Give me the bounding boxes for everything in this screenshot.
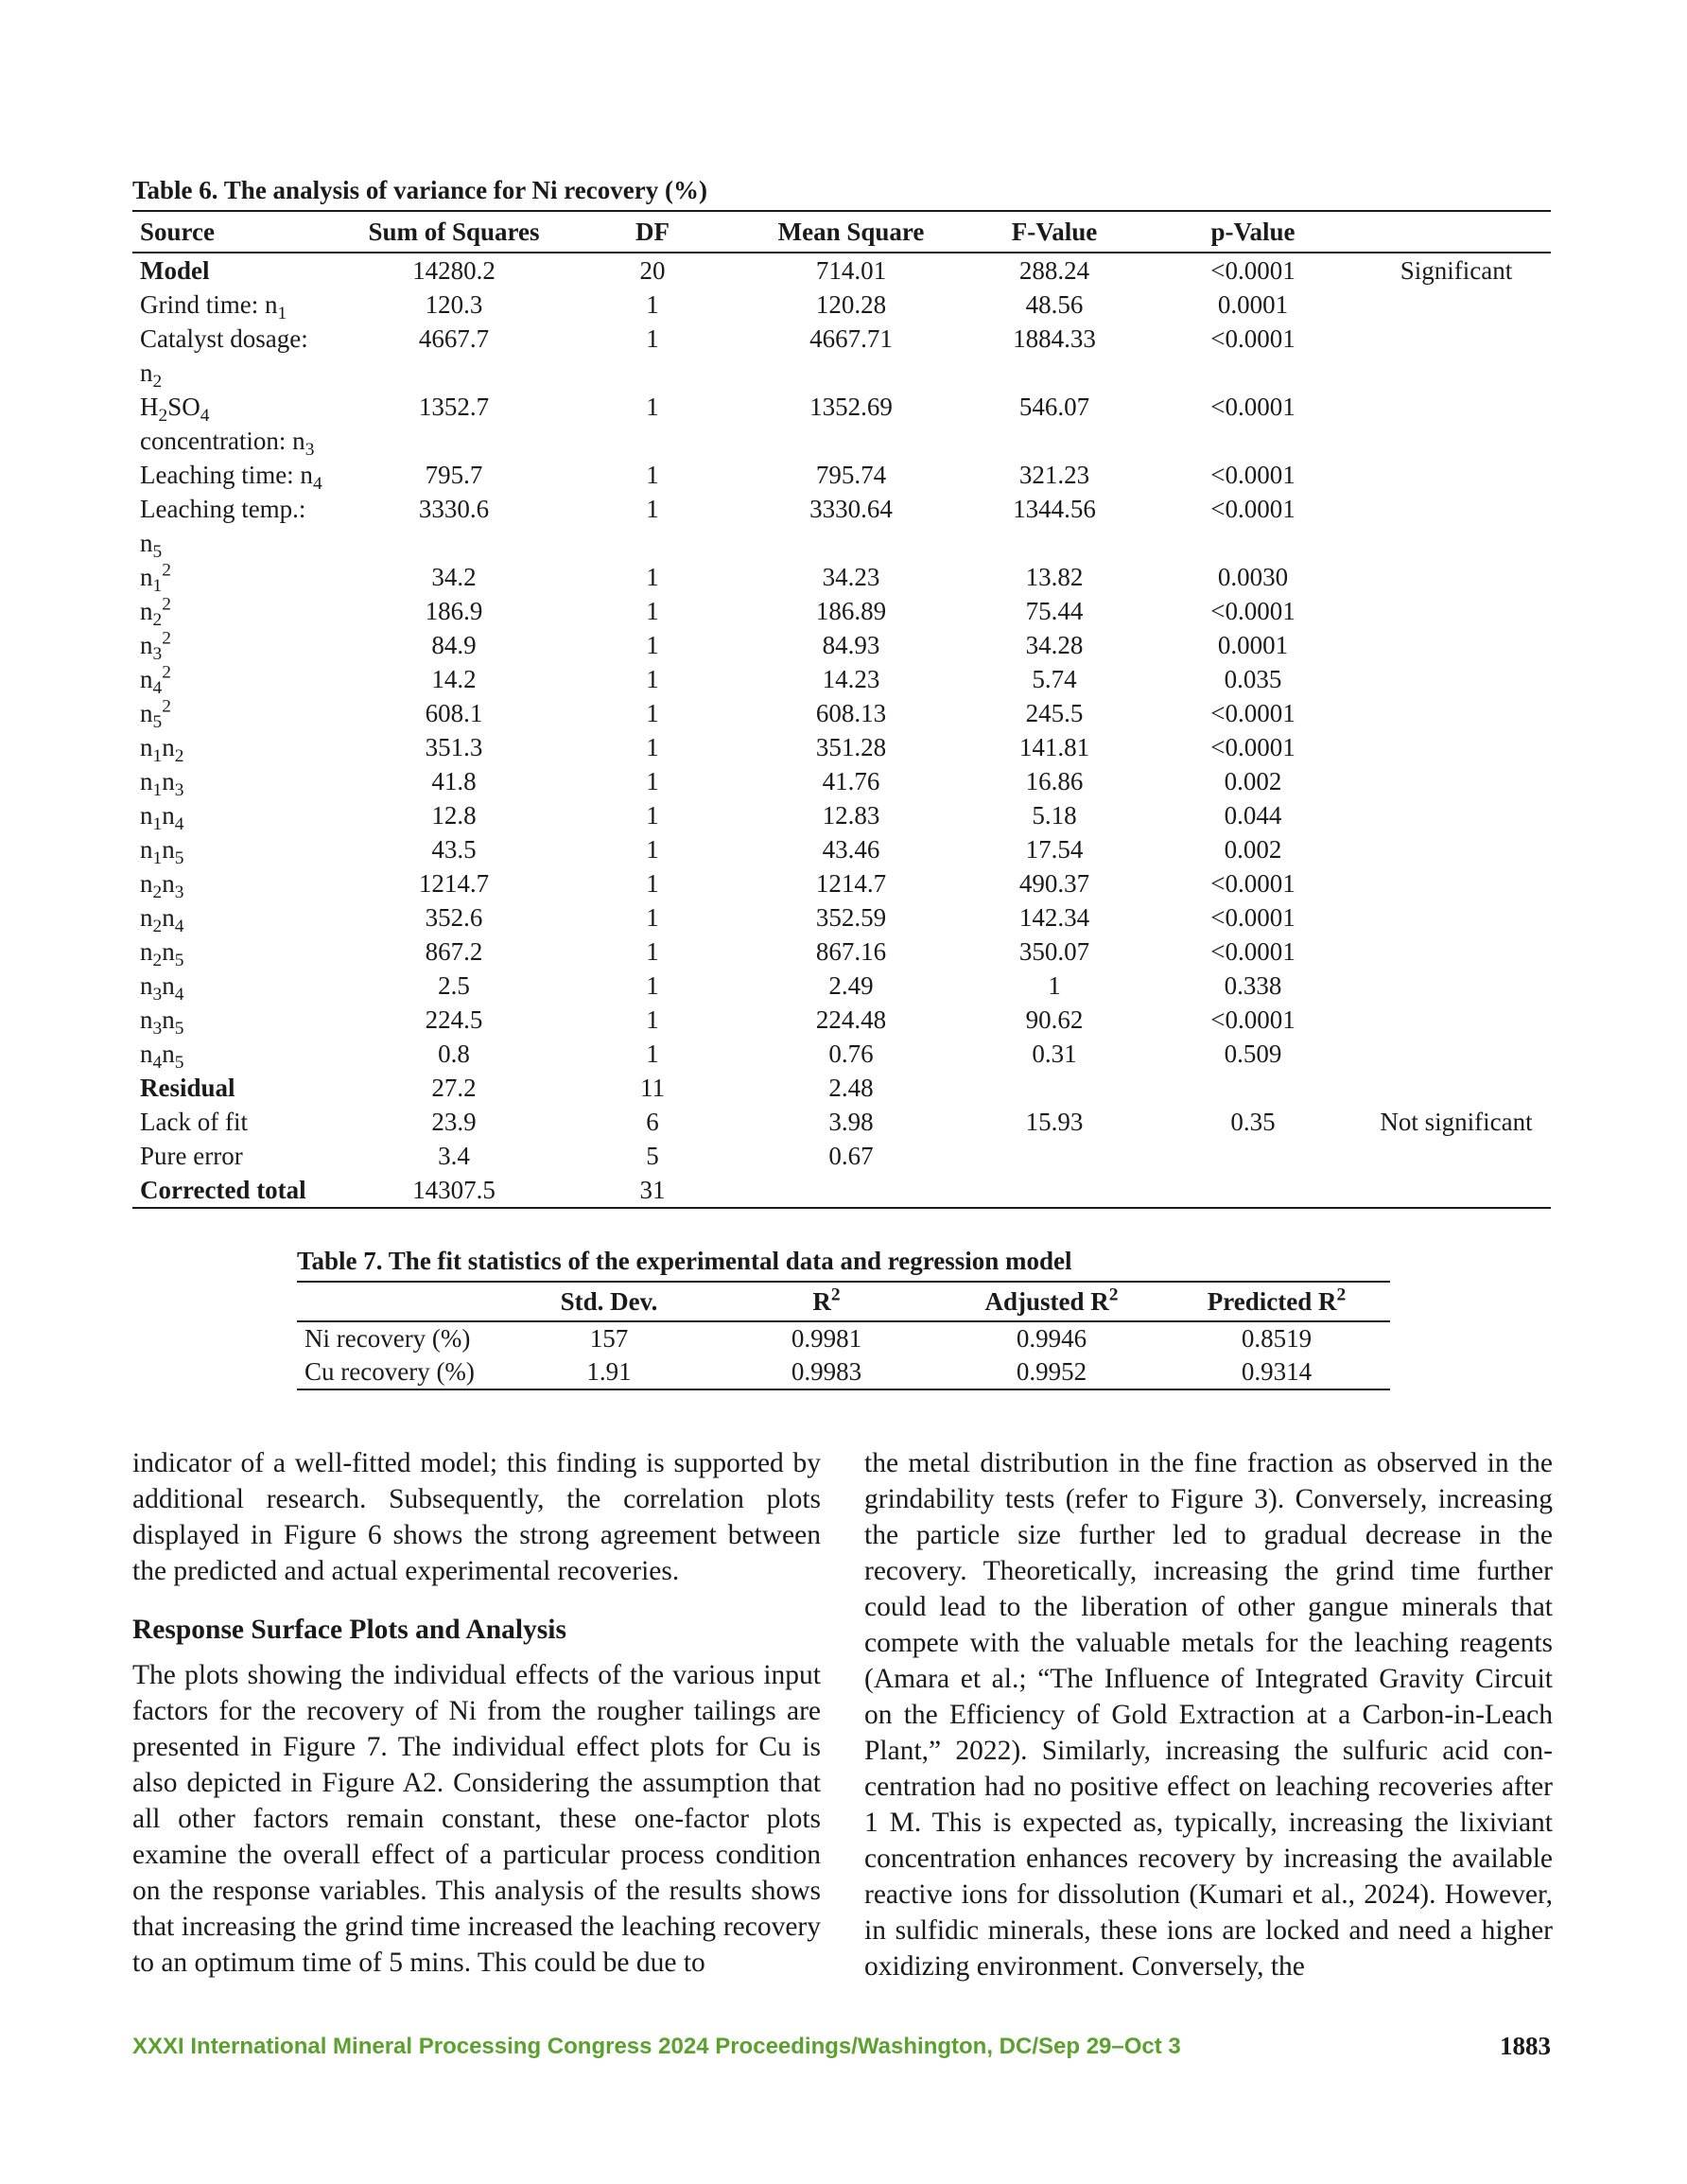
cell-sum-of-squares: 3.4 [438,1142,470,1170]
cell-significance [1362,866,1551,900]
cell-sum-of-squares: 2.5 [438,971,470,1000]
page-number: 1883 [1500,2032,1551,2060]
cell-sum-of-squares: 27.2 [431,1074,477,1102]
cell-mean-square: 34.23 [822,563,880,591]
table-row [132,969,1551,1003]
table-row [132,390,1551,458]
cell-p-value: <0.0001 [1210,393,1296,421]
cell-p-value: <0.0001 [1210,903,1296,932]
cell-p-value: <0.0001 [1210,324,1296,353]
cell-sum-of-squares: 224.5 [425,1005,483,1034]
cell-mean-square: 186.89 [815,597,887,625]
table-row [132,696,1551,730]
cell-source: $n_5^2$ [140,696,171,733]
cell-source: Leaching temp.: $n_5$ [140,495,306,563]
cell-source: $n_1n_3$ [140,767,184,801]
table-row [132,1037,1551,1071]
cell-sum-of-squares: 186.9 [425,597,483,625]
cell-p-value: <0.0001 [1210,869,1296,898]
cell-df: 1 [646,869,659,898]
cell-source: $n_3n_4$ [140,971,184,1005]
cell-df: 1 [646,801,659,830]
table-row [132,1003,1551,1037]
cell-p-value [1144,1071,1362,1105]
header-std-dev: Std. Dev. [505,1282,713,1321]
cell-sum-of-squares: 23.9 [431,1108,477,1136]
cell-sum-of-squares: 43.5 [431,835,477,864]
cell-significance [1362,628,1551,662]
cell-df: 1 [646,665,659,693]
cell-p-value: <0.0001 [1210,699,1296,727]
cell-f-value: 142.34 [1018,903,1090,932]
fit-statistics-table [297,1281,1390,1390]
paragraph: the metal distribution in the fine fraction as observed in the grindability tests (refer to Figure 3). Conversely, increasing the particle size further led to gradual decrease in the recovery. Theoretically, increasing the grind time further could lead to the liberation of other gangue minerals that compete with the valuable metals for the leaching reagents (Amara et al.; “The Influence of Integrated Gravity Circuit on the Efficiency of Gold Extraction at a Carbon-in-Leach Plant,” 2022). Similarly, increasing the sulfuric acid concentration had no positive effect on leaching recoveries after 1 M. This is expected as, typically, increasing the lixiviant concentration enhances recovery by increasing the available reactive ions for dissolution (Kumari et al., 2024). However, in sulfidic minerals, these ions are locked and need a higher oxidizing environment. Conversely, the [864,1448,1553,1982]
cell-p-value: 0.35 [1230,1108,1276,1136]
cell-df: 1 [646,495,659,523]
cell-p-value: <0.0001 [1210,461,1296,489]
cell-sum-of-squares: 867.2 [425,937,483,966]
cell-f-value: 0.31 [1032,1040,1077,1068]
table-row [132,322,1551,390]
cell-adjusted-r2: 0.9952 [940,1355,1163,1389]
cell-p-value [1144,1139,1362,1173]
cell-source: $n_3^2$ [140,628,171,665]
cell-significance [1362,832,1551,866]
table-row [132,1071,1551,1105]
table-row [132,1139,1551,1173]
cell-mean-square: 351.28 [815,733,887,761]
cell-source: Corrected total [132,1173,340,1208]
cell-mean-square [738,1173,965,1208]
cell-significance: Not significant [1380,1108,1533,1136]
cell-df: 1 [646,324,659,353]
cell-significance [1362,1003,1551,1037]
cell-df: 1 [646,290,659,319]
cell-significance [1362,594,1551,628]
cell-df: 1 [646,631,659,659]
cell-f-value: 5.18 [1032,801,1077,830]
section-heading: Response Surface Plots and Analysis [132,1615,566,1645]
footer-conference: XXXI International Mineral Processing Congress 2024 Proceedings/Washington, DC/Sep 29–Oct 3 [132,2034,1181,2059]
cell-df: 1 [646,937,659,966]
cell-mean-square: 0.76 [828,1040,874,1068]
cell-f-value: 350.07 [1018,937,1090,966]
cell-mean-square: 1214.7 [815,869,887,898]
cell-f-value [965,1173,1144,1208]
table-row [132,900,1551,935]
cell-df: 31 [567,1173,738,1208]
table-row [132,594,1551,628]
cell-significance [1362,1139,1551,1173]
cell-f-value: 1884.33 [1013,324,1096,353]
cell-p-value: 0.0001 [1217,631,1289,659]
cell-source: $n_1n_5$ [140,835,184,869]
table-row [132,1105,1551,1139]
cell-df: 1 [646,699,659,727]
paragraph: The plots showing the individual effects of the various input factors for the recovery of Ni from the rougher tailings are presented in Figure 7. The individual effect plots for Cu is also depicted in Figure A2. Considering the assumption that all other factors remain constant, these one-factor plots examine the overall effect of a particular process condition on the response variables. This analysis of the results shows that increasing the grind time increased the leaching recovery to an optimum time of 5 mins. This could be due to [132,1660,821,1978]
table-row [132,730,1551,764]
cell-df: 1 [646,835,659,864]
header-blank [297,1282,505,1321]
table-row [132,1173,1551,1208]
cell-sum-of-squares: 14.2 [431,665,477,693]
table-row [132,288,1551,322]
cell-mean-square: 41.76 [822,767,880,795]
header-df: DF [567,211,738,253]
header-mean-square: Mean Square [738,211,965,253]
cell-significance: Significant [1400,256,1513,285]
cell-sum-of-squares: 14307.5 [340,1173,567,1208]
cell-significance [1362,560,1551,594]
cell-p-value: <0.0001 [1210,256,1296,285]
cell-sum-of-squares: 351.3 [425,733,483,761]
cell-adjusted-r2: 0.9946 [1016,1324,1087,1353]
cell-df: 1 [646,971,659,1000]
cell-p-value: 0.002 [1224,767,1282,795]
header-p-value: p-Value [1144,211,1362,253]
cell-significance [1362,969,1551,1003]
cell-significance [1362,662,1551,696]
cell-source: $n_1n_2$ [140,733,184,767]
cell-p-value: <0.0001 [1210,1005,1296,1034]
cell-mean-square: 3330.64 [809,495,893,523]
cell-p-value: 0.002 [1224,835,1282,864]
cell-p-value: <0.0001 [1210,495,1296,523]
cell-mean-square: 0.67 [828,1142,874,1170]
cell-source: $n_4^2$ [140,662,171,699]
header-predicted-r2: Predicted $R^2$ [1163,1282,1390,1321]
cell-f-value: 17.54 [1025,835,1084,864]
cell-df: 1 [646,903,659,932]
cell-significance [1362,696,1551,730]
cell-source: $n_2^2$ [140,594,171,631]
cell-p-value: 0.044 [1224,801,1282,830]
cell-significance [1362,1037,1551,1071]
cell-mean-square: 224.48 [815,1005,887,1034]
cell-p-value: 0.509 [1224,1040,1282,1068]
cell-sum-of-squares: 3330.6 [418,495,490,523]
cell-source: $n_4n_5$ [140,1040,184,1074]
cell-mean-square: 1352.69 [809,393,893,421]
paragraph: indicator of a well-fitted model; this finding is supported by additional research. Subsequently, the correlation plots displayed in Figure 6 shows the strong agreement between the predicted and actual experimental recoveries. [132,1448,821,1586]
cell-sum-of-squares: 352.6 [425,903,483,932]
cell-significance [1362,764,1551,798]
cell-mean-square: 3.98 [828,1108,874,1136]
cell-df: 5 [646,1142,659,1170]
cell-source: Model [140,256,210,285]
cell-f-value [965,1071,1144,1105]
header-sum-of-squares: Sum of Squares [340,211,567,253]
cell-sum-of-squares: 608.1 [425,699,483,727]
cell-significance [1362,798,1551,832]
cell-f-value: 15.93 [1025,1108,1084,1136]
cell-p-value: 0.338 [1224,971,1282,1000]
cell-f-value [965,1139,1144,1173]
cell-significance [1362,288,1551,322]
cell-df: 11 [640,1074,665,1102]
table-row [132,560,1551,594]
cell-f-value: 141.81 [1018,733,1090,761]
cell-df: 1 [646,393,659,421]
cell-f-value: 1344.56 [1013,495,1096,523]
table-row [132,662,1551,696]
table-header-row [297,1282,1390,1321]
cell-df: 1 [646,767,659,795]
cell-df: 1 [646,1005,659,1034]
cell-source: Residual [140,1074,235,1102]
table-row [297,1321,1390,1355]
cell-f-value: 1 [1048,971,1061,1000]
cell-mean-square: 43.46 [822,835,880,864]
cell-source: $n_2n_3$ [140,869,184,903]
table-row [132,832,1551,866]
cell-df: 6 [646,1108,659,1136]
cell-p-value: <0.0001 [1210,597,1296,625]
cell-mean-square: 4667.71 [809,324,893,353]
cell-f-value: 48.56 [1025,290,1084,319]
cell-mean-square: 84.93 [822,631,880,659]
cell-significance [1362,322,1551,390]
cell-significance [1362,935,1551,969]
cell-source: $n_2n_5$ [140,937,184,971]
table-row [132,628,1551,662]
header-adjusted-r2: Adjusted $R^2$ [940,1282,1163,1321]
table-row [132,935,1551,969]
cell-p-value: 0.0001 [1217,290,1289,319]
cell-source: Grind time: $n_1$ [140,290,287,324]
cell-significance [1362,492,1551,560]
table-row [132,866,1551,900]
cell-predicted-r2: 0.9314 [1163,1355,1390,1389]
cell-sum-of-squares: 84.9 [431,631,477,659]
cell-source: $n_2n_4$ [140,903,184,937]
header-source: Source [132,211,340,253]
left-text-column [132,1445,821,1981]
cell-f-value: 34.28 [1025,631,1084,659]
cell-sum-of-squares: 14280.2 [412,256,496,285]
cell-mean-square: 2.48 [828,1074,874,1102]
table-row [132,253,1551,288]
table-row [132,458,1551,492]
cell-sum-of-squares: 41.8 [431,767,477,795]
cell-mean-square: 14.23 [822,665,880,693]
table-header-row [132,211,1551,253]
cell-source: $n_1^2$ [140,560,171,597]
cell-f-value: 90.62 [1025,1005,1084,1034]
cell-source: Pure error [140,1142,243,1170]
cell-df: 20 [639,256,666,285]
table7-caption: Table 7. The fit statistics of the experimental data and regression model [297,1247,1072,1275]
cell-df: 1 [646,461,659,489]
cell-df: 1 [646,597,659,625]
cell-f-value: 245.5 [1025,699,1084,727]
cell-source: Lack of fit [140,1108,248,1136]
cell-f-value: 75.44 [1025,597,1084,625]
table-row [132,798,1551,832]
cell-sum-of-squares: 0.8 [438,1040,470,1068]
cell-r2: 0.9983 [713,1355,940,1389]
cell-sum-of-squares: 1352.7 [418,393,490,421]
cell-predicted-r2: 0.8519 [1241,1324,1313,1353]
cell-source: Leaching time: $n_4$ [140,461,322,495]
cell-sum-of-squares: 4667.7 [418,324,490,353]
cell-mean-square: 2.49 [828,971,874,1000]
cell-f-value: 321.23 [1018,461,1090,489]
cell-std-dev: 1.91 [505,1355,713,1389]
cell-significance [1362,1173,1551,1208]
cell-f-value: 490.37 [1018,869,1090,898]
cell-mean-square: 120.28 [815,290,887,319]
cell-f-value: 13.82 [1025,563,1084,591]
cell-sum-of-squares: 120.3 [425,290,483,319]
cell-df: 1 [646,563,659,591]
cell-significance [1362,900,1551,935]
cell-sum-of-squares: 12.8 [431,801,477,830]
cell-significance [1362,390,1551,458]
table6-caption: Table 6. The analysis of variance for Ni recovery (%) [132,176,707,204]
cell-r2: 0.9981 [791,1324,862,1353]
cell-mean-square: 867.16 [815,937,887,966]
table-row [132,492,1551,560]
cell-mean-square: 352.59 [815,903,887,932]
cell-p-value: 0.035 [1224,665,1282,693]
cell-mean-square: 12.83 [822,801,880,830]
cell-mean-square: 714.01 [815,256,887,285]
cell-sum-of-squares: 795.7 [425,461,483,489]
cell-df: 1 [646,733,659,761]
cell-significance [1362,1071,1551,1105]
cell-mean-square: 795.74 [815,461,887,489]
cell-f-value: 5.74 [1032,665,1077,693]
cell-p-value: <0.0001 [1210,733,1296,761]
cell-significance [1362,730,1551,764]
cell-p-value [1144,1173,1362,1208]
cell-source: Cu recovery (%) [297,1355,505,1389]
cell-source: Ni recovery (%) [304,1324,471,1353]
right-text-column [864,1445,1553,1984]
cell-std-dev: 157 [589,1324,629,1353]
cell-source: Catalyst dosage: $n_2$ [140,324,308,393]
cell-significance [1362,458,1551,492]
table-row [132,764,1551,798]
cell-sum-of-squares: 34.2 [431,563,477,591]
cell-f-value: 288.24 [1018,256,1090,285]
header-significance [1362,211,1551,253]
cell-source: $n_3n_5$ [140,1005,184,1040]
header-f-value: F-Value [965,211,1144,253]
cell-source: $H_2SO_4$ concentration: $n_3$ [140,393,315,461]
cell-sum-of-squares: 1214.7 [418,869,490,898]
cell-f-value: 16.86 [1025,767,1084,795]
table-row [297,1355,1390,1389]
cell-p-value: <0.0001 [1210,937,1296,966]
header-r2: $R^2$ [713,1282,940,1321]
anova-table [132,210,1551,1209]
cell-p-value: 0.0030 [1217,563,1289,591]
cell-df: 1 [646,1040,659,1068]
cell-f-value: 546.07 [1018,393,1090,421]
cell-mean-square: 608.13 [815,699,887,727]
cell-source: $n_1n_4$ [140,801,184,835]
